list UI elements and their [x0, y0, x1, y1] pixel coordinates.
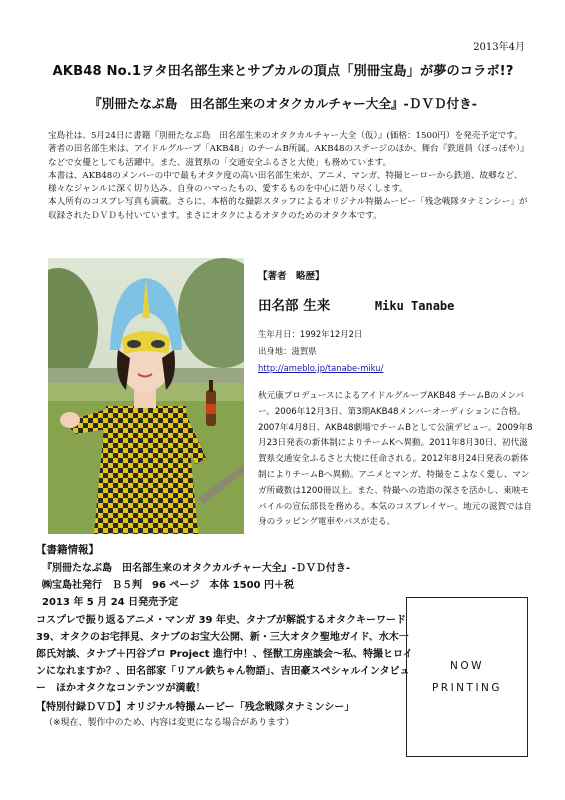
author-name-romaji: Miku Tanabe	[374, 299, 455, 313]
intro-text	[48, 130, 533, 223]
author-photo	[48, 258, 244, 534]
intro-paragraph: 著者の田名部生来は、アイドルグループ「AKB48」のチームB所属。AKB48のステージのほか、舞台『鉄道員（ぽっぽや）』などで女優としても活躍中。また、滋賀県の「交通安全ふるさと大使」も務めています。	[48, 144, 529, 168]
profile-heading: 【著者 略歴】	[258, 271, 325, 282]
author-name-line	[258, 294, 536, 314]
birthplace: 出身地：滋賀県	[258, 346, 317, 356]
blog-link[interactable]: http://ameblo.jp/tanabe-miku/	[258, 363, 384, 373]
book-release-date: 2013 年 5 月 24 日発売予定	[42, 597, 179, 608]
birthday: 生年月日：1992年12月2日	[258, 329, 363, 339]
author-bio: 秋元康プロデュースによるアイドルグループAKB48 チームBのメンバー。2006年12月3日、第3期AKB48メンバーオーディションに合格。2007年4月8日、AKB48劇場でチームBとして公演デビュー。2009年8月23日発表の新体制によりチームKへ異動。2011年8月30日、初代滋賀県交通安全ふるさと大使に任命される。2012年8月24日発表の新体制によりチームBへ異動。アニメとマンガ、特撮をこよなく愛し、マンガ所蔵数は1200冊以上。また、特撮への造詣の深さを活かし、東映モバイルの宣伝部長を務める。本気のコスプレイヤー。地元の滋賀では自身のラッピング電車やバスが走る。	[258, 391, 533, 528]
headline: AKB48 No.1ヲタ田名部生来とサブカルの頂点「別冊宝島」が夢のコラボ!?	[52, 64, 514, 79]
author-name: 田名部 生来	[258, 298, 331, 314]
book-bonus-dvd: 【特別付録ＤＶＤ】オリジナル特撮ムービー「残念戦隊タナミンシー」	[36, 702, 355, 713]
placeholder-line: PRINTING	[431, 682, 503, 694]
book-info	[36, 542, 416, 728]
cover-placeholder	[406, 597, 528, 757]
release-date: 2013年4月	[473, 42, 525, 53]
book-description: コスプレで振り返るアニメ・マンガ 39 年史、タナブが解説するオタクキーワード 39、オタクのお宅拝見、タナブのお宝大公開、新・三大オタク聖地ガイド、水木一郎氏対談、タナブ＋円谷プロ Project 進行中！、怪獣工房座談会〜私、特撮ヒロインになれますか？、田名部家「リアル鉄ちゃん物語」、吉田豪スペシャルインタビュー ほかオタクなコンテンツが満載！	[36, 615, 413, 694]
author-facts	[258, 326, 536, 377]
intro-paragraph: 宝島社は、5月24日に書籍『別冊たなぶ島 田名部生来のオタクカルチャー大全（仮）』(価格：1500円）を発売予定です。	[48, 131, 523, 141]
intro-paragraph: 本人所有のコスプレ写真も満載。さらに、本格的な撮影スタッフによるオリジナル特撮ムービー「残念戦隊タナミンシー」が収録されたＤＶＤも付いています。まさにオタクによるオタクのためのオタク本です。	[48, 197, 528, 221]
subhead: 『別冊たなぶ島 田名部生来のオタクカルチャー大全』-ＤＶＤ付き-	[89, 96, 477, 111]
book-title: 『別冊たなぶ島 田名部生来のオタクカルチャー大全』-ＤＶＤ付き-	[42, 563, 351, 574]
author-profile	[258, 268, 536, 531]
placeholder-line: NOW	[449, 660, 484, 672]
intro-paragraph: 本書は、AKB48のメンバーの中で最もオタク度の高い田名部生来が、アニメ、マンガ、特撮ヒーローから鉄道、故郷など、様々なジャンルに深く切り込み、自身のハマったもの、愛するものを中心に語り尽くします。	[48, 170, 523, 195]
book-note: （※現在、製作中のため、内容は変更になる場合があります）	[44, 718, 295, 728]
book-publisher: ㈱宝島社発行 Ｂ５判 96 ページ 本体 1500 円＋税	[42, 580, 294, 591]
book-heading: 【書籍情報】	[36, 544, 99, 556]
